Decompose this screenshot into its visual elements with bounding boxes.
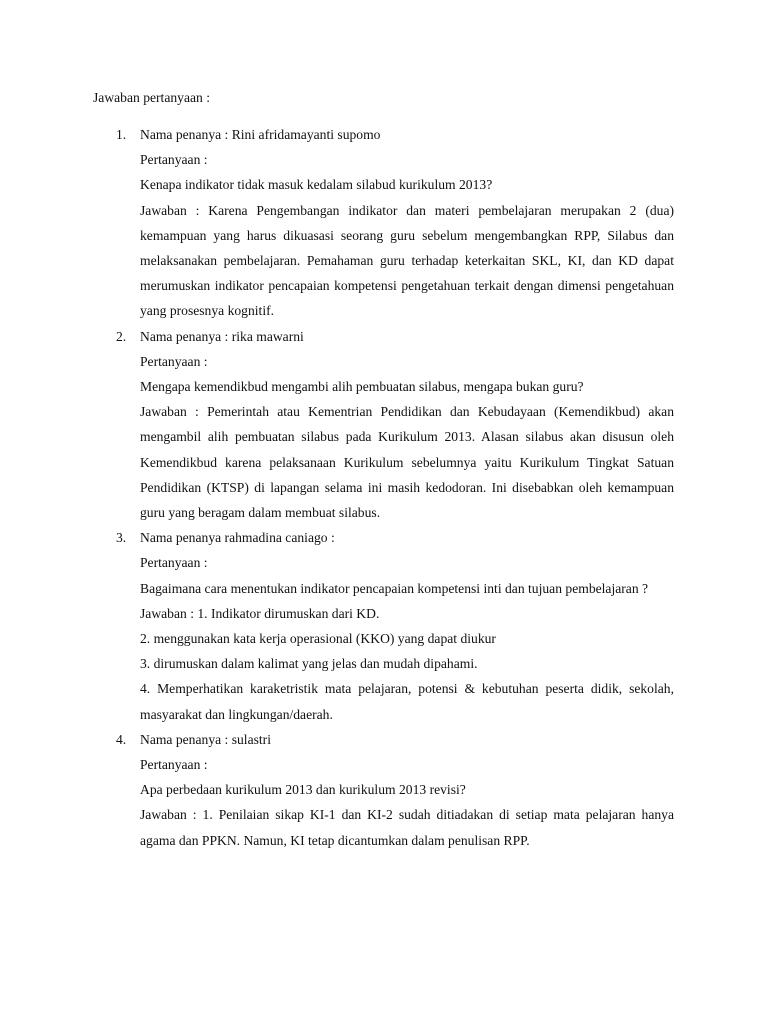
question-label: Pertanyaan : <box>140 353 208 369</box>
qa-item-4 <box>0 727 768 853</box>
question-text: Mengapa kemendikbud mengambi alih pembuatan silabus, mengapa bukan guru? <box>140 379 584 395</box>
asker-name: Nama penanya : sulastri <box>140 731 271 747</box>
item-body <box>140 727 674 853</box>
item-number: 2. <box>116 328 127 344</box>
question-label: Pertanyaan : <box>140 757 208 773</box>
answer-line: Jawaban : 1. Indikator dirumuskan dari KD. <box>140 605 380 621</box>
asker-name: Nama penanya : Rini afridamayanti supomo <box>140 127 381 142</box>
asker-name: Nama penanya rahmadina caniago : <box>140 530 335 546</box>
qa-item-2 <box>0 324 768 526</box>
answer-line: 4. Memperhatikan karaketristik mata pelajaran, potensi & kebutuhan peserta didik, sekolah, masyarakat dan lingkungan/daerah. <box>140 681 674 722</box>
answer-text: Jawaban : Pemerintah atau Kementrian Pendidikan dan Kebudayaan (Kemendikbud) akan mengambil alih pembuatan silabus pada Kurikulum 2013. Alasan silabus akan disusun oleh Kemendikbud karena pelaksanaan Kurikulum sebelumnya yaitu Kurikulum Tingkat Satuan Pendidikan (KTSP) di lapangan selama ini masih kedodoran. Ini disebabkan oleh kemampuan guru yang beragam dalam membuat silabus. <box>140 404 674 521</box>
question-text: Kenapa indikator tidak masuk kedalam silabud kurikulum 2013? <box>140 177 493 193</box>
item-body <box>140 525 674 727</box>
item-number: 4. <box>116 731 127 747</box>
page-heading: Jawaban pertanyaan : <box>93 90 211 105</box>
item-body <box>140 324 674 526</box>
qa-list <box>0 122 768 853</box>
qa-item-1 <box>0 122 768 324</box>
answer-text: Jawaban : 1. Penilaian sikap KI-1 dan KI-2 sudah ditiadakan di setiap mata pelajaran hanya agama dan PPKN. Namun, KI tetap dicantumkan dalam penulisan RPP. <box>140 807 674 848</box>
asker-name: Nama penanya : rika mawarni <box>140 328 304 344</box>
answer-text: Jawaban : Karena Pengembangan indikator dan materi pembelajaran merupakan 2 (dua) kemampuan yang harus dikuasasi seorang guru sebelum mengembangkan RPP, Silabus dan melaksanakan pembelajaran. Pemahaman guru terhadap keterkaitan SKL, KI, dan KD dapat merumuskan indikator pencapaian kompetensi pengetahuan terkait dengan dimensi pengetahuan yang prosesnya kognitif. <box>140 202 674 319</box>
item-body <box>140 122 674 324</box>
answer-line: 3. dirumuskan dalam kalimat yang jelas dan mudah dipahami. <box>140 656 478 672</box>
answer-line: 2. menggunakan kata kerja operasional (KKO) yang dapat diukur <box>140 631 496 647</box>
item-number: 3. <box>116 530 127 546</box>
question-label: Pertanyaan : <box>140 152 208 168</box>
question-label: Pertanyaan : <box>140 555 208 571</box>
question-text: Bagaimana cara menentukan indikator pencapaian kompetensi inti dan tujuan pembelajaran ? <box>140 580 649 596</box>
item-number: 1. <box>116 127 127 142</box>
qa-item-3 <box>0 525 768 727</box>
question-text: Apa perbedaan kurikulum 2013 dan kurikulum 2013 revisi? <box>140 782 466 798</box>
